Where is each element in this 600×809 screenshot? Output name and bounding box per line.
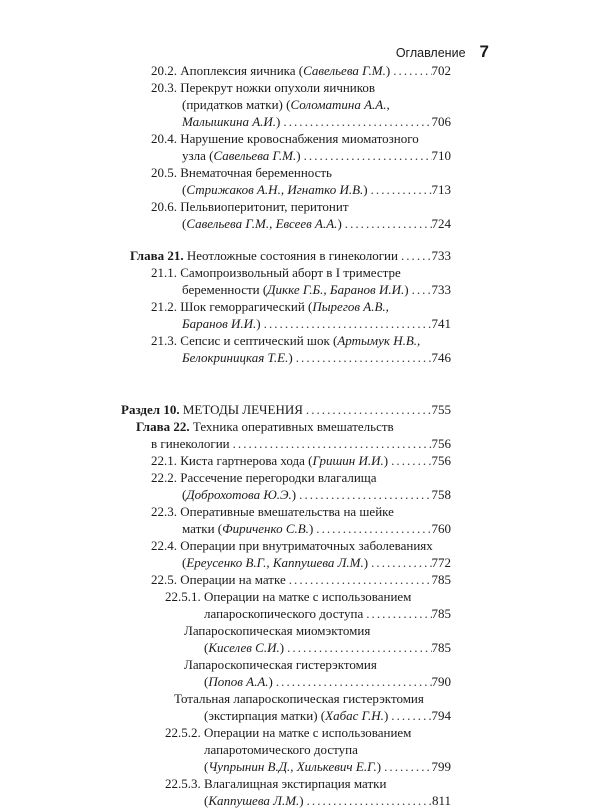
toc-entry-authors: Баранов И.И. <box>182 316 257 331</box>
toc-line <box>151 80 375 96</box>
toc-entry-closing: ) <box>363 182 368 197</box>
toc-entry-authors: Дикке Г.Б., Баранов И.И. <box>267 282 405 297</box>
toc-page-number: 799 <box>431 759 451 774</box>
toc-entry-text <box>182 182 368 198</box>
dot-leader <box>390 63 431 79</box>
toc-entry-title: МЕТОДЫ ЛЕЧЕНИЯ <box>182 402 303 417</box>
toc-line <box>182 521 451 537</box>
toc-heading-label: Раздел 10. <box>121 402 180 417</box>
toc-entry-title: Тотальная лапароскопическая гистерэктомия <box>174 691 424 706</box>
toc-entry-text <box>151 165 332 180</box>
toc-line <box>182 114 451 130</box>
toc-entry-title: лапаротомического доступа <box>204 742 358 757</box>
toc-entry-closing: ) <box>337 216 342 231</box>
toc-entry-text <box>182 97 390 112</box>
toc-entry-title: беременности ( <box>182 282 268 297</box>
toc-entry-text <box>204 759 381 775</box>
toc-line <box>151 199 349 215</box>
toc-entry-number: 21.2. <box>151 299 177 314</box>
toc-entry-authors: Чупрынин В.Д., Хилькевич Е.Г. <box>208 759 377 774</box>
toc-entry-number: 21.1. <box>151 265 177 280</box>
toc-entry-title: ( <box>204 759 209 774</box>
toc-entry-text <box>151 265 401 280</box>
toc-entry-number: 20.3. <box>151 80 177 95</box>
toc-entry-title: ( <box>182 216 187 231</box>
toc-line <box>136 419 394 435</box>
toc-entry-authors: Савельева Г.М. <box>213 148 297 163</box>
toc-entry-text <box>151 80 375 95</box>
dot-leader <box>368 182 432 198</box>
toc-entry-text <box>151 63 390 79</box>
toc-entry-text <box>182 114 280 130</box>
toc-entry-closing: ) <box>363 555 369 570</box>
toc-entry-title: Нарушение кровоснабжения миоматозного <box>180 131 419 146</box>
toc-line <box>182 555 451 571</box>
toc-entry-number: 22.2. <box>151 470 177 485</box>
toc-page-number: 758 <box>431 487 451 502</box>
toc-line <box>151 63 451 79</box>
toc-entry-title: Операции при внутриматочных заболеваниях <box>180 538 433 553</box>
toc-entry-text <box>204 793 304 809</box>
toc-line <box>204 708 451 724</box>
toc-entry-text <box>151 131 419 146</box>
toc-entry-text <box>182 350 293 366</box>
toc-line <box>182 487 451 503</box>
toc-line <box>165 725 411 741</box>
toc-line <box>182 216 451 232</box>
toc-entry-title: ( <box>182 555 187 570</box>
toc-line <box>182 282 451 298</box>
toc-entry-title: Влагалищная экстирпация матки <box>204 776 387 791</box>
toc-page-number: 710 <box>431 148 451 163</box>
toc-entry-text <box>182 521 313 537</box>
toc-line <box>151 436 451 452</box>
dot-leader <box>363 606 431 622</box>
toc-line <box>204 640 451 656</box>
toc-entry-title: Апоплексия яичника ( <box>180 63 304 78</box>
toc-entry-title: лапароскопического доступа <box>204 606 364 621</box>
toc-page-number: 811 <box>431 793 451 808</box>
toc-entry-authors: Стрижаков А.Н., Игнатко И.В. <box>186 182 364 197</box>
toc-entry-title: Киста гартнерова хода ( <box>180 453 313 468</box>
dot-leader <box>342 216 432 232</box>
toc-entry-text <box>165 589 411 604</box>
dot-leader <box>280 114 431 130</box>
toc-entry-authors: Хабас Г.Н. <box>325 708 384 723</box>
page-number: 7 <box>479 42 489 61</box>
toc-page-number: 746 <box>431 350 451 365</box>
toc-entry-title: Рассечение перегородки влагалища <box>180 470 377 485</box>
toc-entry-number: 20.5. <box>151 165 177 180</box>
toc-line <box>130 248 451 264</box>
toc-entry-number: 22.5. <box>151 572 177 587</box>
toc-entry-title: Техника оперативных вмешательств <box>192 419 394 434</box>
toc-entry-title: Операции на матке с использованием <box>204 725 412 740</box>
toc-line <box>182 97 390 113</box>
toc-entry-text <box>182 555 368 571</box>
toc-entry-text <box>204 606 363 622</box>
dot-leader <box>286 572 432 588</box>
dot-leader <box>303 402 432 418</box>
toc-entry-number: 22.1. <box>151 453 177 468</box>
toc-entry-text <box>182 282 409 298</box>
toc-line <box>151 265 401 281</box>
toc-entry-number: 21.3. <box>151 333 177 348</box>
running-header <box>396 42 489 62</box>
toc-entry-number: 22.4. <box>151 538 177 553</box>
toc-line <box>165 589 411 605</box>
toc-entry-text <box>182 148 301 164</box>
toc-entry-closing: ) <box>308 521 314 536</box>
toc-page-number: 713 <box>431 182 451 197</box>
toc-entry-text <box>151 470 377 485</box>
toc-page-number: 706 <box>431 114 451 129</box>
toc-entry-text <box>151 199 349 214</box>
toc-page-number: 785 <box>431 640 451 655</box>
toc-entry-text <box>165 725 411 740</box>
toc-entry-closing: ) <box>404 282 409 297</box>
toc-entry-title: Операции на матке <box>180 572 286 587</box>
toc-entry-closing: ) <box>288 350 293 365</box>
dot-leader <box>293 350 432 366</box>
toc-entry-number: 20.2. <box>151 63 177 78</box>
toc-entry-text <box>130 248 398 264</box>
toc-entry-title: Внематочная беременность <box>180 165 332 180</box>
toc-line <box>182 350 451 366</box>
toc-entry-text <box>174 691 424 706</box>
toc-entry-closing: ) <box>256 316 261 331</box>
dot-leader <box>304 793 432 809</box>
toc-entry-text <box>182 487 296 503</box>
toc-line <box>151 504 394 520</box>
toc-line <box>174 691 424 707</box>
toc-entry-authors: Ереусенко В.Г., Каппушева Л.М. <box>186 555 364 570</box>
dot-leader <box>388 708 431 724</box>
toc-line <box>151 333 420 349</box>
dot-leader <box>301 148 432 164</box>
toc-page-number: 733 <box>431 282 451 297</box>
dot-leader <box>296 487 431 503</box>
toc-page-number: 760 <box>431 521 451 536</box>
toc-entry-title: Лапароскопическая миомэктомия <box>184 623 371 638</box>
toc-entry-title: Шок геморрагический ( <box>180 299 313 314</box>
toc-line <box>165 776 386 792</box>
toc-entry-text <box>182 216 342 232</box>
toc-entry-title: (экстирпация матки) ( <box>204 708 326 723</box>
toc-entry-title: ( <box>204 674 209 689</box>
dot-leader <box>284 640 431 656</box>
toc-entry-title: Оперативные вмешательства на шейке <box>180 504 394 519</box>
toc-line <box>182 316 451 332</box>
toc-line <box>151 131 419 147</box>
toc-entry-text <box>182 316 261 332</box>
toc-line <box>204 606 451 622</box>
toc-entry-title: Пельвиоперитонит, перитонит <box>180 199 349 214</box>
toc-entry-title: Лапароскопическая гистерэктомия <box>184 657 377 672</box>
toc-entry-closing: ) <box>385 63 391 78</box>
toc-entry-text <box>151 299 389 314</box>
toc-entry-title: Операции на матке с использованием <box>204 589 412 604</box>
toc-entry-title: ( <box>204 640 209 655</box>
toc-entry-title: ( <box>182 182 187 197</box>
toc-entry-title: ( <box>204 793 209 808</box>
toc-line <box>151 453 451 469</box>
toc-entry-closing: ) <box>376 759 382 774</box>
toc-entry-authors: Киселев С.И. <box>208 640 280 655</box>
toc-line <box>204 759 451 775</box>
toc-entry-text <box>151 538 433 553</box>
toc-entry-text <box>204 640 284 656</box>
toc-line <box>151 572 451 588</box>
toc-entry-number: 20.4. <box>151 131 177 146</box>
toc-entry-authors: Каппушева Л.М. <box>208 793 300 808</box>
toc-entry-text <box>151 572 286 588</box>
toc-entry-text <box>184 657 377 672</box>
toc-entry-number: 20.6. <box>151 199 177 214</box>
toc-entry-title: (придатков матки) ( <box>182 97 291 112</box>
toc-entry-title: Самопроизвольный аборт в I триместре <box>180 265 401 280</box>
toc-line <box>151 470 377 486</box>
toc-line <box>182 182 451 198</box>
dot-leader <box>273 674 432 690</box>
toc-line <box>151 538 433 554</box>
toc-entry-title: Перекрут ножки опухоли яичников <box>180 80 376 95</box>
toc-entry-text <box>121 402 303 418</box>
toc-heading-label: Глава 21. <box>130 248 184 263</box>
dot-leader <box>230 436 432 452</box>
toc-entry-authors: Савельева Г.М. <box>303 63 386 78</box>
toc-entry-authors: Белокриницкая Т.Е. <box>182 350 289 365</box>
toc-entry-number: 22.5.2. <box>165 725 201 740</box>
toc-entry-text <box>165 776 386 791</box>
dot-leader <box>388 453 431 469</box>
toc-entry-authors: Гришин И.И. <box>312 453 384 468</box>
toc-entry-authors: Соломатина А.А., <box>290 97 390 112</box>
toc-entry-number: 22.5.1. <box>165 589 201 604</box>
toc-page-number: 794 <box>431 708 451 723</box>
toc-entry-closing: ) <box>268 674 273 689</box>
toc-page-number: 741 <box>431 316 451 331</box>
toc-page-number: 790 <box>431 674 451 689</box>
toc-line <box>204 742 358 758</box>
toc-entry-authors: Артымук Н.В., <box>337 333 421 348</box>
running-header-title: Оглавление <box>395 46 466 60</box>
toc-entry-title: Неотложные состояния в гинекологии <box>186 248 398 263</box>
toc-line <box>204 793 451 809</box>
toc-entry-number: 22.5.3. <box>165 776 201 791</box>
toc-page-number: 724 <box>431 216 451 231</box>
dot-leader <box>398 248 432 264</box>
toc-entry-authors: Савельева Г.М., Евсеев А.А. <box>186 216 338 231</box>
toc-entry-text <box>151 453 388 469</box>
toc-entry-closing: ) <box>279 640 285 655</box>
toc-page-number: 702 <box>431 63 451 78</box>
toc-line <box>184 657 377 673</box>
toc-entry-authors: Пырегов А.В., <box>312 299 389 314</box>
dot-leader <box>368 555 431 571</box>
toc-entry-authors: Попов А.А. <box>208 674 269 689</box>
toc-entry-text <box>151 333 420 348</box>
toc-entry-text <box>204 674 273 690</box>
toc-entry-number: 22.3. <box>151 504 177 519</box>
toc-entry-text <box>151 504 394 519</box>
toc-page-number: 756 <box>431 453 451 468</box>
toc-page-number: 785 <box>431 606 451 621</box>
toc-entry-title: Сепсис и септический шок ( <box>180 333 338 348</box>
dot-leader <box>313 521 431 537</box>
toc-line <box>184 623 370 639</box>
toc-entry-closing: ) <box>276 114 281 129</box>
dot-leader <box>409 282 432 298</box>
toc-entry-closing: ) <box>299 793 304 808</box>
toc-entry-closing: ) <box>383 453 389 468</box>
toc-entry-authors: Доброхотова Ю.Э. <box>186 487 292 502</box>
toc-page-number: 785 <box>431 572 451 587</box>
toc-entry-closing: ) <box>383 708 389 723</box>
toc-entry-closing: ) <box>291 487 297 502</box>
toc-entry-title: узла ( <box>182 148 214 163</box>
toc-page-number: 733 <box>431 248 451 263</box>
toc-entry-authors: Фириченко С.В. <box>222 521 309 536</box>
toc-line <box>151 299 389 315</box>
toc-line <box>204 674 451 690</box>
toc-entry-text <box>151 436 230 452</box>
toc-line <box>151 165 332 181</box>
toc-page-number: 756 <box>431 436 451 451</box>
toc-entry-text <box>136 419 394 434</box>
dot-leader <box>381 759 431 775</box>
toc-heading-label: Глава 22. <box>136 419 190 434</box>
toc-entry-title: ( <box>182 487 187 502</box>
toc-page-number: 772 <box>431 555 451 570</box>
toc-entry-authors: Малышкина А.И. <box>182 114 277 129</box>
toc-line <box>182 148 451 164</box>
toc-page-number: 755 <box>431 402 451 417</box>
toc-entry-text <box>204 708 388 724</box>
dot-leader <box>261 316 432 332</box>
toc-entry-closing: ) <box>296 148 301 163</box>
toc-entry-text <box>184 623 370 638</box>
toc-entry-title: матки ( <box>182 521 223 536</box>
toc-line <box>121 402 451 418</box>
toc-entry-title: в гинекологии <box>151 436 230 451</box>
